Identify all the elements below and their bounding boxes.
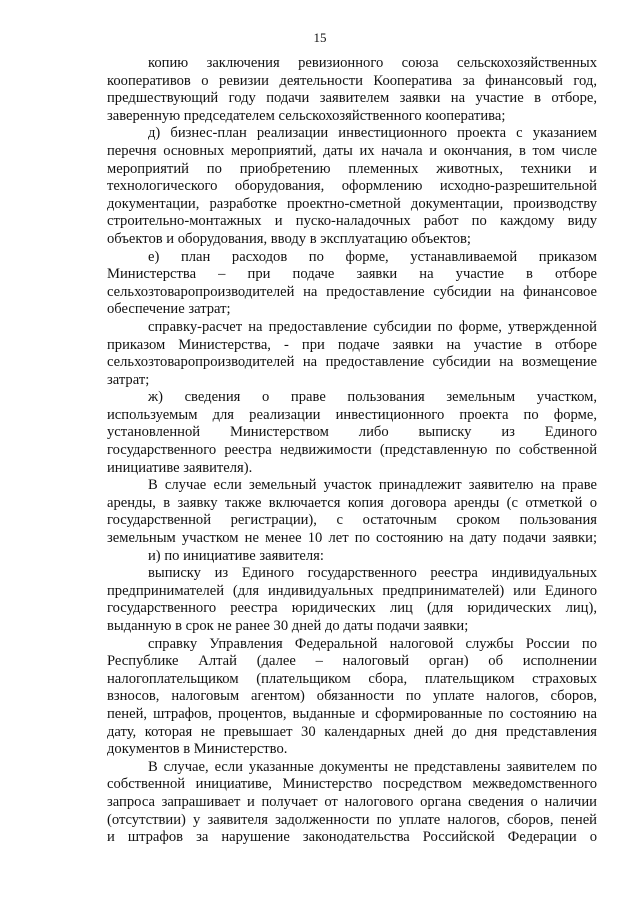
text-line: д) бизнес-план реализации инвестиционного проекта с указанием <box>148 125 597 142</box>
text-line: заверенную председателем сельскохозяйственного кооператива; <box>107 107 506 124</box>
text-line: ж) сведения о праве пользования земельным участком, <box>148 389 597 406</box>
text-line: пеней, штрафов, процентов, выданные и сформированные по состоянию на <box>107 705 597 722</box>
text-line: документов в Министерство. <box>107 741 288 758</box>
text-line: технологического оборудования, оформлению исходно-разрешительной <box>107 178 597 195</box>
text-line: государственного реестра недвижимости (представленную по собственной <box>107 442 597 459</box>
text-line: налогоплательщиком (плательщиком сбора, плательщиком страховых <box>107 670 597 687</box>
text-line: мероприятий по приобретению племенных животных, техники и <box>107 160 597 177</box>
text-line: установленной Министерством либо выписку из Единого <box>107 424 597 441</box>
text-line: выписку из Единого государственного реестра индивидуальных <box>148 565 597 582</box>
text-line: строительно-монтажных и пуско-наладочных работ по каждому виду <box>107 213 597 230</box>
page-number: 15 <box>313 30 327 45</box>
text-line: документации, разработке проектно-сметной документации, производству <box>107 195 597 212</box>
text-line: взносов, налоговым агентом) обязанности по уплате налогов, сборов, <box>107 688 597 705</box>
text-line: предпринимателей (для индивидуальных предпринимателей) или Единого <box>107 582 597 599</box>
text-line: справку-расчет на предоставление субсидии по форме, утвержденной <box>148 318 597 335</box>
text-line: объектов и оборудования, вводу в эксплуатацию объектов; <box>107 230 471 247</box>
text-line: сельхозтоваропроизводителей на предоставление субсидии на возмещение <box>107 354 597 371</box>
text-line: справку Управления Федеральной налоговой службы России по <box>148 635 597 652</box>
text-line: сельхозтоваропроизводителей на предоставление субсидии на финансовое <box>107 283 597 300</box>
text-line: земельным участком не менее 10 лет по состоянию на дату подачи заявки; <box>107 530 597 547</box>
text-line: аренды, в заявку также включается копия договора аренды (с отметкой о <box>107 494 597 511</box>
text-line: используемым для реализации инвестиционного проекта по форме, <box>107 406 597 423</box>
text-line: государственного реестра юридических лиц (для юридических лиц), <box>107 600 597 617</box>
text-line: (отсутствии) у заявителя задолженности по уплате налогов, сборов, пеней <box>107 811 597 828</box>
text-line: выданную в срок не ранее 30 дней до даты подачи заявки; <box>107 618 469 634</box>
text-line: кооперативов о ревизии деятельности Кооператива за финансовый год, <box>107 72 597 89</box>
text-line: и штрафов за нарушение законодательства Российской Федерации о <box>107 829 597 846</box>
text-line: предшествующий году подачи заявителем заявки на участие в отборе, <box>107 90 597 107</box>
text-line: копию заключения ревизионного союза сельскохозяйственных <box>148 55 597 71</box>
text-line: В случае если земельный участок принадлежит заявителю на праве <box>148 477 597 494</box>
document-body <box>107 55 597 847</box>
text-line: Республике Алтай (далее – налоговый орган) об исполнении <box>107 653 597 670</box>
text-line: собственной инициативе, Министерство посредством межведомственного <box>107 776 597 793</box>
text-line: и) по инициативе заявителя: <box>148 547 324 564</box>
text-line: затрат; <box>107 371 150 388</box>
text-line: е) план расходов по форме, устанавливаемой приказом <box>148 248 597 265</box>
text-line: Министерства – при подаче заявки на участие в отборе <box>107 266 597 283</box>
text-line: В случае, если указанные документы не представлены заявителем по <box>148 758 597 775</box>
text-line: приказом Министерства, - при подаче заявки на участие в отборе <box>107 336 597 353</box>
text-line: дату, которая не превышает 30 календарных дней до дня представления <box>107 723 597 740</box>
text-line: государственной регистрации), с остаточным сроком пользования <box>107 512 597 529</box>
text-line: инициативе заявителя). <box>107 459 253 476</box>
text-line: обеспечение затрат; <box>107 301 231 318</box>
text-line: запроса запрашивает и получает от налогового органа сведения о наличии <box>107 793 597 810</box>
text-line: перечня основных мероприятий, даты их начала и окончания, в том числе <box>107 142 597 159</box>
